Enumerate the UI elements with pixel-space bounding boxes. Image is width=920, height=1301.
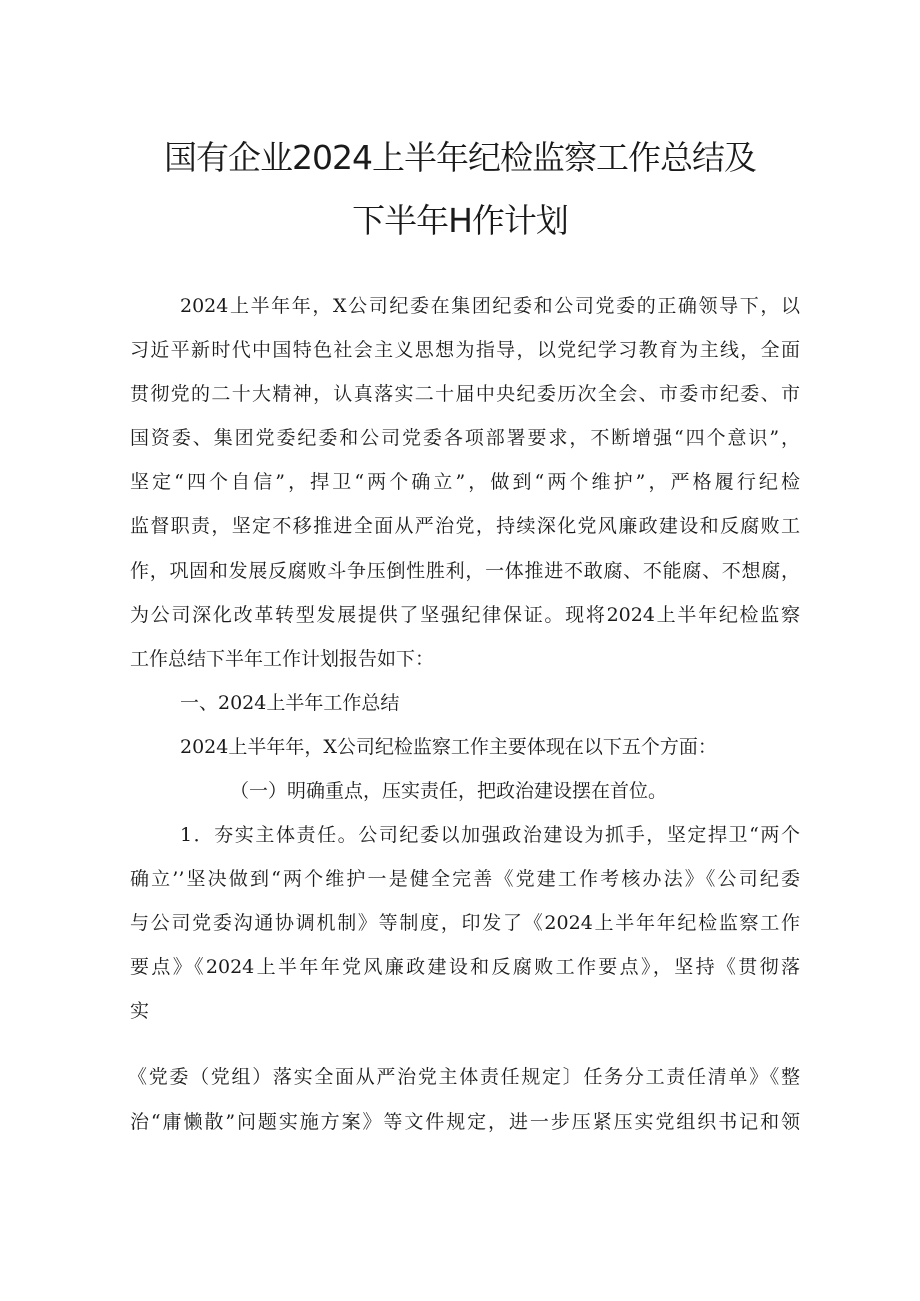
paragraph-line: 治“庸懒散”问题实施方案》等文件规定，进一步压紧压实党组织书记和领 (130, 1111, 800, 1133)
paragraph-line: 1．夯实主体责任。公司纪委以加强政治建设为抓手，坚定捍卫“两个 (180, 824, 800, 846)
paragraph-line: 《党委（党组）落实全面从严治党主体责任规定〕任务分工责任清单》《整 (128, 1066, 800, 1088)
section-heading: 一、2024上半年工作总结 (180, 692, 400, 714)
paragraph-line: 确立’’坚决做到“两个维护一是健全完善《党建工作考核办法》《公司纪委 (130, 868, 800, 890)
paragraph-line: 工作总结下半年工作计划报告如下： (130, 648, 435, 670)
paragraph-line: 习近平新时代中国特色社会主义思想为指导，以党纪学习教育为主线，全面 (130, 339, 800, 361)
paragraph-line: 坚定“四个自信”，捍卫“两个确立”，做到“两个维护”，严格履行纪检 (130, 471, 800, 493)
paragraph-line: 国资委、集团党委纪委和公司党委各项部署要求，不断增强“四个意识”， (130, 427, 800, 449)
paragraph-line: 实 (130, 1000, 150, 1022)
paragraph-line: 作，巩固和发展反腐败斗争压倒性胜利，一体推进不敢腐、不能腐、不想腐， (130, 560, 800, 582)
paragraph-line: 为公司深化改革转型发展提供了坚强纪律保证。现将2024上半年纪检监察 (130, 604, 800, 626)
paragraph-line: 与公司党委沟通协调机制》等制度，印发了《2024上半年年纪检监察工作 (130, 912, 800, 934)
paragraph-line: 要点》《2024上半年年党风廉政建设和反腐败工作要点》，坚持《贯彻落 (130, 956, 800, 978)
paragraph-line: 2024上半年年，X公司纪检监察工作主要体现在以下五个方面： (180, 736, 717, 758)
document-title-line-1: 国有企业2024上半年纪检监察工作总结及 (164, 138, 756, 177)
document-title-line-2: 下半年H作计划 (352, 201, 568, 240)
paragraph-line: 贯彻党的二十大精神，认真落实二十届中央纪委历次全会、市委市纪委、市 (130, 383, 800, 405)
paragraph-line: 2024上半年年，X公司纪委在集团纪委和公司党委的正确领导下，以 (180, 295, 800, 317)
subsection-heading: （一）明确重点，压实责任，把政治建设摆在首位。 (230, 780, 668, 802)
paragraph-line: 监督职责，坚定不移推进全面从严治党，持续深化党风廉政建设和反腐败工 (130, 515, 800, 537)
